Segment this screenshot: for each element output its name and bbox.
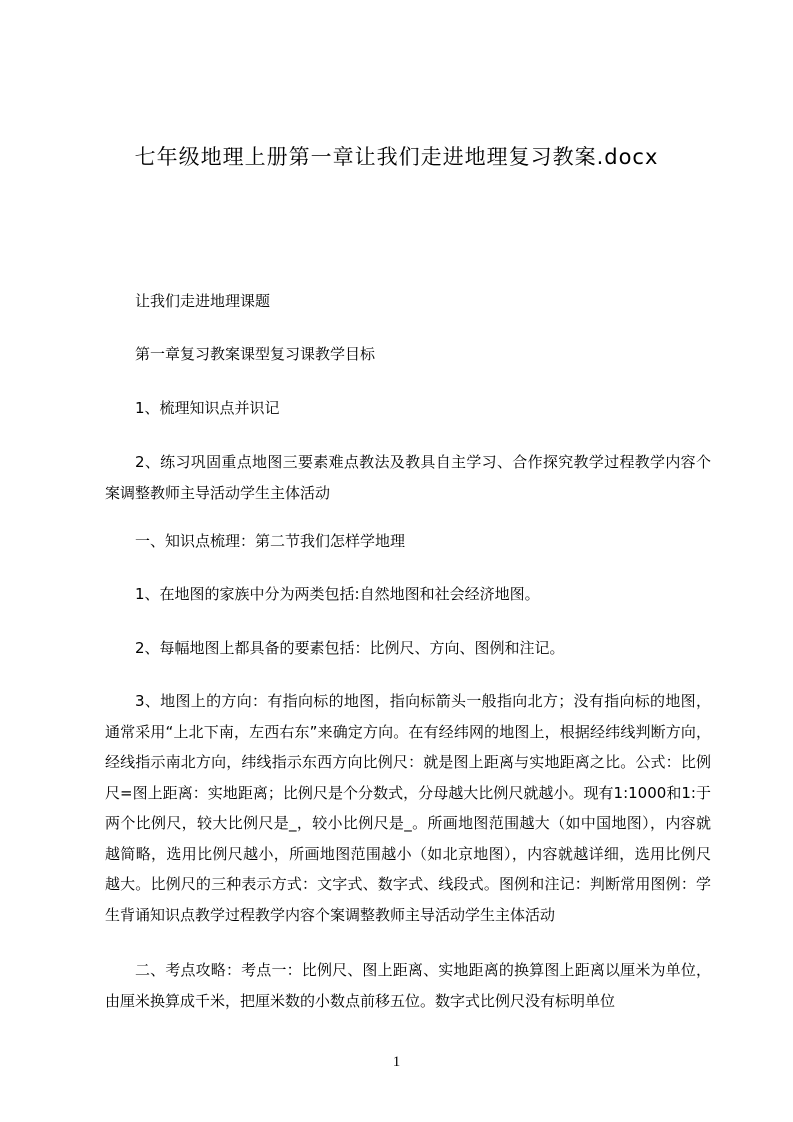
paragraph-objective-1: 1、梳理知识点并识记 [135, 399, 280, 417]
paragraph-map-types: 1、在地图的家族中分为两类包括:自然地图和社会经济地图。 [135, 585, 540, 603]
paragraph-lesson-type: 第一章复习教案课型复习课教学目标 [135, 345, 376, 363]
paragraph-lesson-topic: 让我们走进地理课题 [135, 292, 271, 310]
paragraph-exam-points: 二、考点攻略：考点一：比例尺、图上距离、实地距离的换算图上距离以厘米为单位，由厘米换算成千米，把厘米数的小数点前移五位。数字式比例尺没有标明单位 [105, 961, 711, 1010]
paragraph-objective-2: 2、练习巩固重点地图三要素难点教法及教具自主学习、合作探究教学过程教学内容个案调整教师主导活动学生主体活动 [105, 453, 711, 502]
page-number: 1 [392, 1054, 401, 1070]
paragraph-map-direction-scale: 3、地图上的方向：有指向标的地图，指向标箭头一般指向北方；没有指向标的地图，通常采用“上北下南，左西右东”来确定方向。在有经纬网的地图上，根据经纬线判断方向，经线指示南北方向，纬线指示东西方向比例尺：就是图上距离与实地距离之比。公式：比例尺=图上距离：实地距离；比例尺是个分数式，分母越大比例尺就越小。现有1:1000和1:于两个比例尺，较大比例尺是_，较小比例尺是_。所画地图范围越大（如中国地图），内容就越简略，选用比例尺越小，所画地图范围越小（如北京地图），内容就越详细，选用比例尺越大。比例尺的三种表示方式：文字式、数字式、线段式。图例和注记：判断常用图例：学生背诵知识点教学过程教学内容个案调整教师主导活动学生主体活动 [105, 692, 711, 924]
paragraph-section-one-heading: 一、知识点梳理：第二节我们怎样学地理 [135, 532, 406, 550]
paragraph-map-elements: 2、每幅地图上都具备的要素包括：比例尺、方向、图例和注记。 [135, 639, 565, 657]
document-title: 七年级地理上册第一章让我们走进地理复习教案.docx [134, 145, 659, 169]
